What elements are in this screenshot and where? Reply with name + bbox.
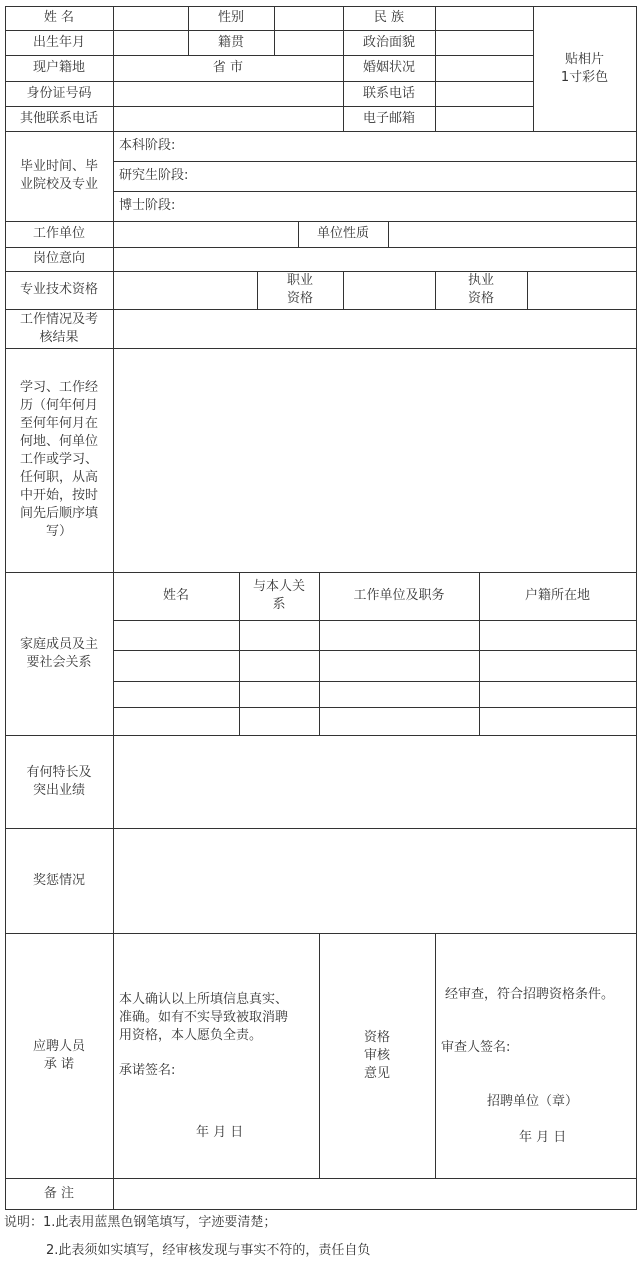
row-border bbox=[113, 650, 637, 651]
name-label: 姓 名 bbox=[43, 10, 75, 25]
marital-status-label: 婚姻状况 bbox=[362, 60, 415, 75]
specialties-label: 有何特长及 突出业绩 bbox=[26, 764, 92, 798]
column-border bbox=[527, 271, 528, 309]
family-col-employer: 工作单位及职务 bbox=[353, 588, 445, 603]
family-label: 家庭成员及主 要社会关系 bbox=[19, 636, 98, 670]
employer-label: 工作单位 bbox=[32, 226, 85, 241]
row-border bbox=[113, 620, 637, 621]
performance-label: 工作情况及考 核结果 bbox=[19, 311, 98, 345]
remarks-label: 备 注 bbox=[43, 1185, 75, 1201]
pledge-date: 年 月 日 bbox=[196, 1125, 244, 1140]
row-border bbox=[113, 707, 637, 708]
other-contact-label: 其他联系电话 bbox=[19, 110, 98, 126]
review-label: 资格 审核 意见 bbox=[363, 1029, 390, 1081]
resume-label: 学习、工作经 历（何年何月 至何年何月在 何地、何单位 工作或学习、 任何职，从高 中开始，按时 间先后顺序填 写） bbox=[19, 380, 98, 539]
employer-type-label: 单位性质 bbox=[316, 226, 369, 241]
phone-label: 联系电话 bbox=[362, 85, 415, 101]
birth-date-label: 出生年月 bbox=[32, 34, 85, 50]
pledge-text: 本人确认以上所填信息真实、 准确。如有不实导致被取消聘 用资格，本人愿负全责。 bbox=[119, 992, 289, 1043]
photo-placeholder: 贴相片 1寸彩色 bbox=[560, 51, 609, 85]
pledge-label: 应聘人员 承 诺 bbox=[32, 1038, 85, 1072]
ethnicity-label: 民 族 bbox=[373, 10, 405, 25]
column-border bbox=[435, 6, 436, 131]
column-border bbox=[435, 933, 436, 1178]
family-col-relation: 与本人关 系 bbox=[252, 579, 305, 612]
gender-label: 性别 bbox=[217, 10, 244, 25]
reviewer-signature-label: 审查人签名: bbox=[441, 1040, 511, 1055]
undergrad-stage-label: 本科阶段: bbox=[119, 138, 176, 153]
residence-label: 现户籍地 bbox=[32, 60, 85, 75]
native-place-label: 籍贯 bbox=[217, 34, 244, 50]
note-line-2: 2.此表须如实填写，经审核发现与事实不符的，责任自负 bbox=[46, 1243, 371, 1258]
application-form-table bbox=[5, 6, 637, 1210]
row-border bbox=[5, 1209, 637, 1210]
review-text: 经审查，符合招聘资格条件。 bbox=[445, 987, 615, 1002]
vocational-qualification-label: 职业 资格 bbox=[286, 273, 313, 306]
email-label: 电子邮箱 bbox=[362, 110, 415, 126]
political-status-label: 政治面貌 bbox=[362, 34, 415, 50]
column-border bbox=[388, 221, 389, 247]
recruiting-unit-seal: 招聘单位（章） bbox=[487, 1094, 579, 1109]
position-intent-label: 岗位意向 bbox=[32, 251, 85, 266]
review-date: 年 月 日 bbox=[519, 1130, 567, 1145]
column-border bbox=[343, 271, 344, 309]
education-label: 毕业时间、毕 业院校及专业 bbox=[19, 159, 98, 192]
rewards-label: 奖惩情况 bbox=[32, 872, 85, 888]
pledge-signature-label: 承诺签名: bbox=[119, 1063, 176, 1078]
column-border bbox=[274, 6, 275, 55]
table-border bbox=[636, 6, 637, 1210]
family-col-residence: 户籍所在地 bbox=[524, 588, 590, 603]
id-number-label: 身份证号码 bbox=[26, 85, 92, 101]
row-border bbox=[113, 681, 637, 682]
note-line-1: 说明：1.此表用蓝黑色钢笔填写，字迹要清楚； bbox=[4, 1215, 277, 1230]
practice-qualification-label: 执业 资格 bbox=[467, 273, 494, 306]
residence-value: 省 市 bbox=[212, 60, 244, 75]
doctoral-stage-label: 博士阶段: bbox=[119, 198, 176, 213]
family-col-name: 姓名 bbox=[162, 588, 189, 603]
professional-qualification-label: 专业技术资格 bbox=[19, 282, 98, 297]
graduate-stage-label: 研究生阶段: bbox=[119, 168, 189, 183]
